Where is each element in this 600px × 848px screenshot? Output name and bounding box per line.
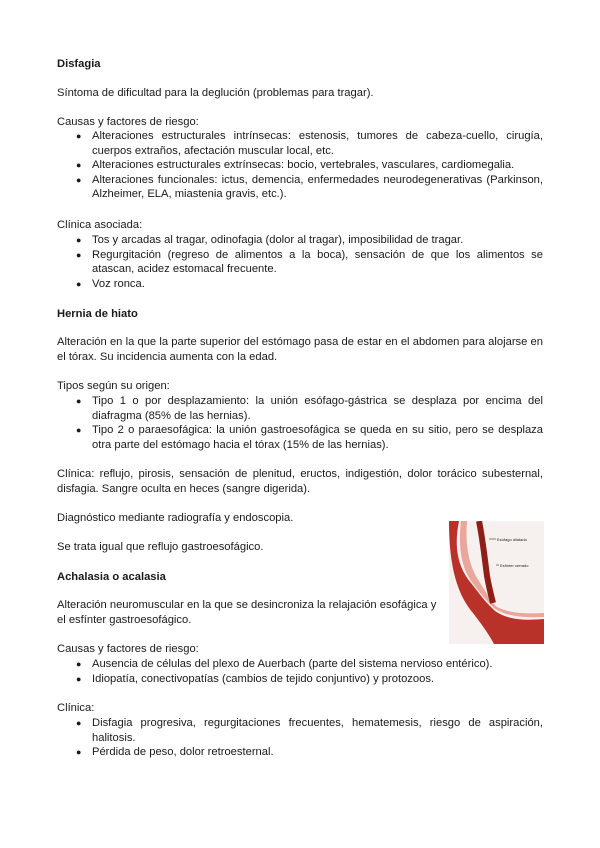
acalasia-clinica-list	[57, 716, 543, 760]
achalasia-illustration	[449, 521, 544, 644]
bullet-icon: ●	[76, 160, 82, 170]
bullet-icon: ●	[76, 249, 82, 260]
bullet-icon: ●	[76, 278, 82, 289]
label-sphincter: Esfínter cerrado	[500, 563, 529, 568]
list-item: ● Voz ronca.	[76, 277, 145, 290]
hernia-tipos-list	[57, 394, 543, 452]
bullet-icon: ●	[76, 673, 82, 684]
bullet-icon: ●	[76, 174, 82, 185]
acalasia-clinica-title: Clínica:	[57, 702, 95, 714]
list-item: ● Tos y arcadas al tragar, odinofagia (dolor al tragar), imposibilidad de tragar.	[76, 234, 464, 246]
list-item: ● Regurgitación (regreso de alimentos a la boca), sensación de que los alimentos se atascan, acidez estomacal frecuente.	[76, 248, 543, 275]
list-item: ● Tipo 2 o paraesofágica: la unión gastroesofágica se queda en su sitio, pero se desplaza otra parte del estómago hacia el tórax (15% de las hernias).	[76, 424, 543, 451]
list-item: ● Ausencia de células del plexo de Auerbach (parte del sistema nervioso entérico).	[76, 658, 493, 670]
bullet-icon: ●	[76, 131, 82, 141]
heading-hernia-hiato: Hernia de hiato	[57, 308, 138, 320]
heading-acalasia: Achalasia o acalasia	[57, 571, 166, 583]
list-item: ● Pérdida de peso, dolor retroesternal.	[76, 746, 274, 758]
bullet-icon: ●	[76, 659, 82, 669]
hernia-tipos-title: Tipos según su origen:	[57, 380, 170, 392]
disfagia-definition: Síntoma de dificultad para la deglución (problemas para tragar).	[57, 87, 374, 99]
bullet-icon: ●	[76, 747, 82, 757]
bullet-icon: ●	[76, 396, 82, 406]
bullet-icon: ●	[76, 235, 82, 245]
disfagia-causes-title: Causas y factores de riesgo:	[57, 116, 199, 128]
label-dilated: Esófago dilatado	[497, 537, 527, 542]
acalasia-causes-title: Causas y factores de riesgo:	[57, 643, 199, 655]
heading-disfagia: Disfagia	[57, 58, 101, 70]
list-item: ● Alteraciones estructurales extrínsecas: bocio, vertebrales, vasculares, cardiomegalia.	[76, 159, 515, 171]
list-item: ● Idiopatía, conectivopatías (cambios de tejido conjuntivo) y protozoos.	[76, 672, 435, 685]
esophagus-illustration	[449, 521, 544, 644]
disfagia-clinica-list	[57, 233, 543, 291]
acalasia-causes-list	[57, 657, 543, 686]
hernia-tratamiento: Se trata igual que reflujo gastroesofágico.	[57, 541, 264, 553]
list-item: ● Alteraciones funcionales: ictus, demencia, enfermedades neurodegenerativas (Parkinson, Alzheimer, ELA, miastenia gravis, etc.).	[76, 173, 543, 200]
acalasia-definition: Alteración neuromuscular en la que se desincroniza la relajación esofágica y el esfínter gastroesofágico.	[57, 599, 437, 626]
bullet-icon: ●	[76, 718, 82, 728]
hernia-diagnostico: Diagnóstico mediante radiografía y endoscopia.	[57, 512, 294, 524]
list-item: ● Tipo 1 o por desplazamiento: la unión esófago-gástrica se desplaza por encima del diafragma (85% de las hernias).	[76, 395, 543, 422]
list-item: ● Disfagia progresiva, regurgitaciones frecuentes, hematemesis, riesgo de aspiración, halitosis.	[76, 717, 543, 744]
disfagia-clinica-title: Clínica asociada:	[57, 219, 143, 231]
disfagia-causes-list	[57, 129, 543, 202]
bullet-icon: ●	[76, 425, 82, 435]
list-item: ● Alteraciones estructurales intrínsecas: estenosis, tumores de cabeza-cuello, cirugía, cuerpos extraños, afectación muscular local, etc.	[76, 130, 543, 157]
hernia-definition: Alteración en la que la parte superior del estómago pasa de estar en el abdomen para alojarse en el tórax. Su incidencia aumenta con la edad.	[57, 336, 543, 363]
hernia-clinica: Clínica: reflujo, pirosis, sensación de plenitud, eructos, indigestión, dolor torácico subesternal, disfagia. Sangre oculta en heces (sangre digerida).	[57, 468, 543, 495]
